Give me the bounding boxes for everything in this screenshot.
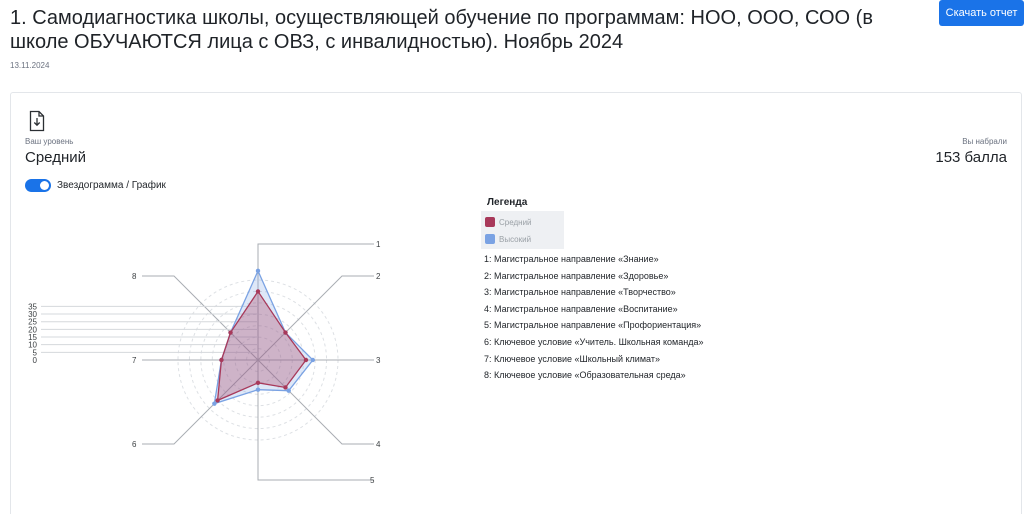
axis-description: 2: Магистральное направление «Здоровье» (484, 270, 669, 281)
legend-item-srednij[interactable] (485, 217, 532, 227)
results-card (10, 92, 1022, 514)
legend-label-srednij: Средний (499, 217, 532, 227)
series-srednij-point (215, 398, 219, 402)
series-srednij-point (219, 358, 223, 362)
series-srednij-point (304, 358, 308, 362)
axis-label: 1 (376, 240, 381, 249)
axis-description: 3: Магистральное направление «Творчество» (484, 287, 676, 298)
series-vysokij-point (311, 358, 315, 362)
scale-tick-label: 20 (28, 325, 37, 335)
axis-label: 6 (132, 440, 137, 449)
scale-tick-label: 0 (32, 356, 37, 365)
legend-swatch-vysokij (485, 234, 495, 244)
series-srednij-point (256, 289, 260, 293)
scale-tick-label: 35 (28, 302, 37, 312)
axis-label: 8 (132, 272, 137, 281)
series-vysokij-point (256, 269, 260, 273)
axis-label: 7 (132, 356, 137, 365)
scale-tick-label: 30 (28, 310, 37, 320)
series-srednij-point (283, 385, 287, 389)
scale-tick-label: 10 (28, 340, 37, 350)
axis-label: 5 (370, 476, 375, 485)
level-caption: Ваш уровень (25, 137, 74, 146)
scale-tick-label: 5 (32, 348, 37, 358)
axis-label: 4 (376, 440, 381, 449)
scale-tick-label: 25 (28, 317, 37, 327)
axis-description: 1: Магистральное направление «Знание» (484, 254, 659, 264)
series-srednij-point (256, 381, 260, 385)
legend-label-vysokij: Высокий (499, 234, 532, 244)
chart-mode-label: Звездограмма / График (57, 180, 166, 191)
series-srednij-point (228, 330, 232, 334)
axis-description: 4: Магистральное направление «Воспитание» (484, 303, 678, 314)
download-report-button[interactable]: Скачать отчет (939, 0, 1024, 26)
series-vysokij-point (287, 389, 291, 393)
radar-chart (11, 93, 481, 514)
score-caption: Вы набрали (962, 137, 1007, 146)
series-vysokij-point (212, 401, 216, 405)
scale-tick-label: 15 (28, 333, 37, 343)
legend-item-vysokij[interactable] (485, 234, 531, 244)
axis-descriptions (484, 251, 703, 384)
axis-label: 2 (376, 272, 381, 281)
legend-swatch-srednij (485, 217, 495, 227)
axis-description: 8: Ключевое условие «Образовательная среда» (484, 370, 686, 381)
legend-title: Легенда (487, 197, 528, 208)
axis-description: 7: Ключевое условие «Школьный климат» (484, 353, 660, 364)
axis-description: 6: Ключевое условие «Учитель. Школьная команда» (484, 336, 704, 347)
axis-label: 3 (376, 356, 381, 365)
score-value: 153 балла (935, 149, 1007, 166)
series-vysokij-point (256, 388, 260, 392)
report-date: 13.11.2024 (10, 61, 50, 70)
page-title: 1. Самодиагностика школы, осуществляющей обучение по программам: НОО, ООО, СОО (в школе ОБУЧАЮТСЯ лица с ОВЗ, с инвалидностью). Ноябрь 2024 (10, 7, 873, 53)
axis-description: 5: Магистральное направление «Профориентация» (484, 320, 702, 331)
level-value: Средний (25, 149, 86, 166)
series-srednij-point (283, 330, 287, 334)
